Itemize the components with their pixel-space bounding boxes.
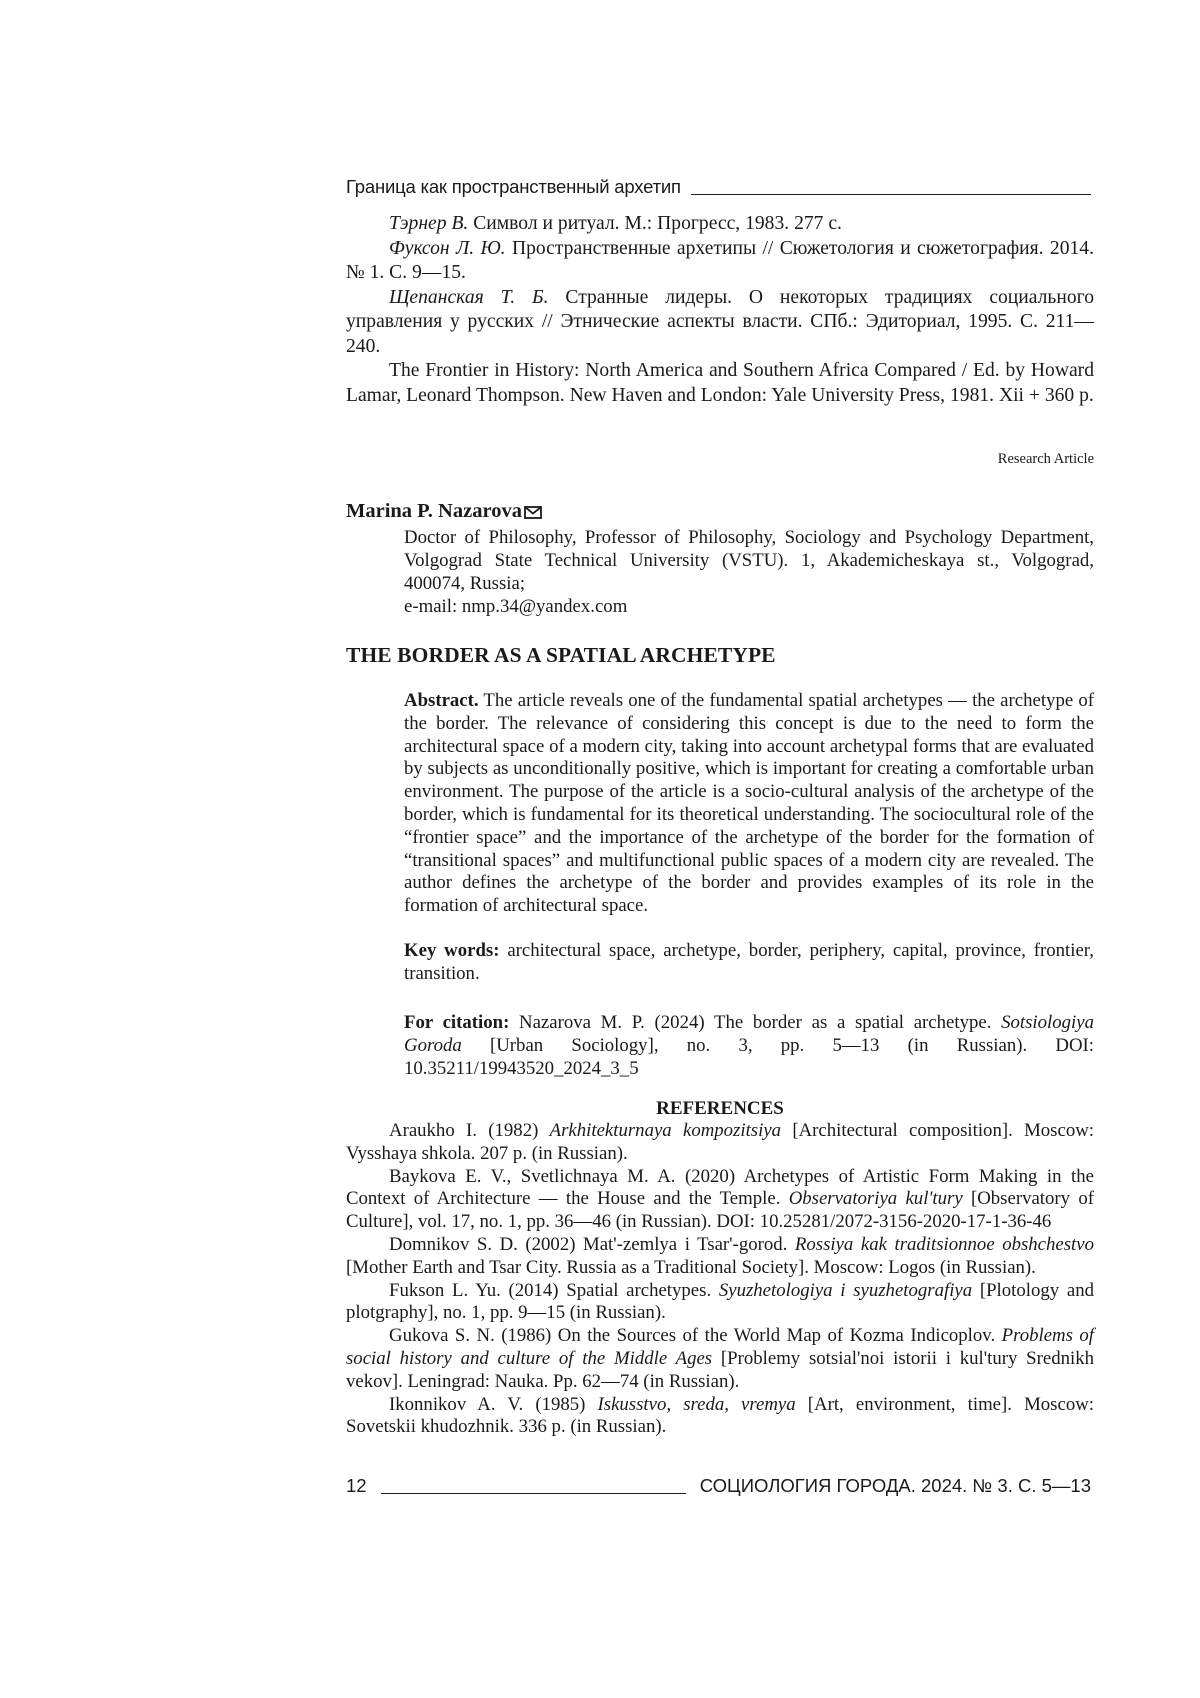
author-email[interactable]: e-mail: nmp.34@yandex.com: [404, 596, 628, 617]
footer-rule: [381, 1493, 686, 1494]
russian-reference-item: Тэрнер В. Символ и ритуал. М.: Прогресс, 1983. 277 с.: [389, 213, 842, 234]
keywords-text: architectural space, archetype, border, periphery, capital, province, frontier, transition.: [404, 940, 1094, 984]
keywords-label: Key words:: [404, 940, 500, 961]
reference-item: Gukova S. N. (1986) On the Sources of the World Map of Kozma Indicoplov. Problems of social history and culture of the Middle Ages [Problemy sotsial'noi istorii i kul'tury Srednikh vekov]. Leningrad: Nauka. Pp. 62—74 (in Russian).: [346, 1325, 1094, 1392]
citation-journal: Sotsiologiya Goroda: [404, 1012, 1094, 1056]
abstract-text: The article reveals one of the fundamental spatial archetypes — the archetype of the border. The relevance of considering this concept is due to the need to form the architectural space of a modern city, taking into account archetypal forms that are evaluated by subjects as unconditionally positive, which is important for creating a comfortable urban environment. The purpose of the article is a socio-cultural analysis of the archetype of the border, which is fundamental for its theoretical understanding. The sociocultural role of the “frontier space” and the importance of the archetype of the border for the formation of “transitional spaces” and multifunctional public spaces of a modern city are revealed. The author defines the archetype of the border and provides examples of its role in the formation of architectural space.: [404, 690, 1094, 917]
references-heading: REFERENCES: [656, 1098, 784, 1119]
page-number: 12: [346, 1475, 367, 1496]
affiliation-text: Doctor of Philosophy, Professor of Philosophy, Sociology and Psychology Department, Volgograd State Technical University (VSTU). 1, Akademicheskaya st., Volgograd, 400074, Russia;: [404, 527, 1094, 594]
citation: For citation: Nazarova M. P. (2024) The border as a spatial archetype. Sotsiologiya Goroda [Urban Sociology], no. 3, pp. 5—13 (in Russian). DOI: 10.35211/19943520_2024_3_5: [404, 1012, 1094, 1079]
article-title: THE BORDER AS A SPATIAL ARCHETYPE: [346, 643, 776, 667]
keywords: [404, 940, 1094, 986]
russian-references: [346, 212, 1094, 408]
citation-label: For citation:: [404, 1012, 510, 1033]
reference-item: Ikonnikov A. V. (1985) Iskusstvo, sreda, vremya [Art, environment, time]. Moscow: Sovetskii khudozhnik. 336 p. (in Russian).: [346, 1393, 1095, 1438]
page-footer: [346, 1475, 1091, 1497]
running-header: [346, 176, 1091, 198]
author-name-text: Marina P. Nazarova: [346, 500, 522, 522]
abstract: [404, 690, 1094, 918]
reference-item: Araukho I. (1982) Arkhitekturnaya kompozitsiya [Architectural composition]. Moscow: Vysshaya shkola. 207 p. (in Russian).: [346, 1120, 1094, 1164]
author-affiliation: [404, 526, 1094, 618]
russian-reference-item: Щепанская Т. Б. Странные лидеры. О некоторых традициях социального управления у русских // Этнические аспекты власти. СПб.: Эдиториал, 1995. С. 211—240.: [346, 286, 1094, 357]
references-list: [346, 1120, 1094, 1439]
reference-item: Domnikov S. D. (2002) Mat'-zemlya i Tsar'-gorod. Rossiya kak traditsionnoe obshchestvo [Mother Earth and Tsar City. Russia as a Traditional Society]. Moscow: Logos (in Russian).: [346, 1233, 1095, 1278]
reference-item: Fukson L. Yu. (2014) Spatial archetypes. Syuzhetologiya i syuzhetografiya [Plotology and plotgraphy], no. 1, pp. 9—15 (in Russian).: [346, 1279, 1094, 1324]
reference-item: Baykova E. V., Svetlichnaya M. A. (2020) Archetypes of Artistic Form Making in the Context of Architecture — the House and the Temple. Observatoriya kul'tury [Observatory of Culture], vol. 17, no. 1, pp. 36—46 (in Russian). DOI: 10.25281/2072-3156-2020-17-1-36-46: [346, 1165, 1094, 1233]
envelope-icon: [524, 506, 542, 519]
header-rule: [691, 194, 1091, 195]
russian-reference-item: The Frontier in History: North America and Southern Africa Compared / Ed. by Howard Lamar, Leonard Thompson. New Haven and London: Yale University Press, 1981. Xii + 360 p.: [346, 360, 1094, 406]
author-name: [346, 500, 542, 523]
footer-journal-line: СОЦИОЛОГИЯ ГОРОДА. 2024. № 3. С. 5—13: [699, 1475, 1091, 1496]
article-type-label: Research Article: [997, 451, 1094, 467]
russian-reference-item: Фуксон Л. Ю. Пространственные архетипы // Сюжетология и сюжетография. 2014. № 1. С. 9—15.: [346, 237, 1095, 283]
running-title: Граница как пространственный архетип: [346, 176, 681, 197]
abstract-label: Abstract.: [404, 690, 479, 711]
